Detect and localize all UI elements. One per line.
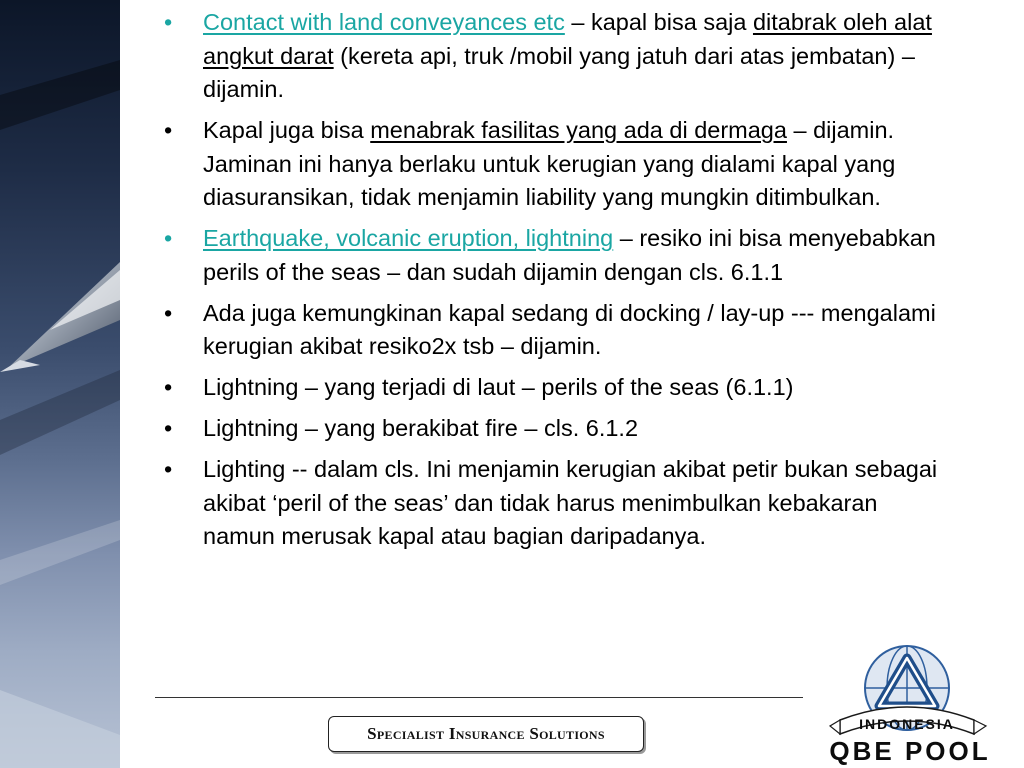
underlined-phrase: menabrak fasilitas yang ada di dermaga bbox=[370, 117, 787, 143]
bullet-item-land-conveyances bbox=[160, 6, 950, 107]
underlined-phrase: ditabrak oleh alat angkut darat bbox=[203, 9, 932, 69]
bullet-marker: • bbox=[164, 415, 173, 441]
bullet-item-lighting-clause bbox=[160, 453, 950, 554]
bullet-marker: • bbox=[164, 299, 173, 326]
globe-icon bbox=[822, 644, 998, 744]
bullet-text: (kereta api, truk /mobil yang jatuh dari atas jembatan) – dijamin. bbox=[203, 42, 915, 102]
bullet-item-lightning-fire bbox=[160, 412, 950, 446]
logo-wordmark: QBE POOL bbox=[829, 736, 991, 766]
qbe-pool-logo bbox=[822, 644, 998, 768]
bullet-marker: • bbox=[164, 117, 173, 143]
bullet-item-dermaga bbox=[160, 114, 950, 215]
link-contact-with-land-conveyances[interactable]: Contact with land conveyances etc bbox=[203, 9, 565, 35]
link-earthquake-volcanic-lightning[interactable]: Earthquake, volcanic eruption, lightning bbox=[203, 225, 614, 251]
logo-banner-text: INDONESIA bbox=[859, 716, 955, 732]
fountain-pen-nib-icon bbox=[0, 0, 120, 768]
footer-divider bbox=[155, 697, 803, 698]
bullet-text: Ada juga kemungkinan kapal sedang di docking / lay-up --- mengalami kerugian akibat resiko2x tsb – dijamin. bbox=[203, 299, 936, 359]
bullet-text: – resiko ini bisa menyebabkan perils of the seas – dan sudah dijamin dengan cls. 6.1.1 bbox=[203, 225, 936, 285]
bullet-item-earthquake bbox=[160, 222, 950, 289]
bullet-text: – dijamin. Jaminan ini hanya berlaku untuk kerugian yang dialami kapal yang diasuransikan, tidak menjamin liability yang mungkin ditimbulkan. bbox=[203, 117, 896, 210]
tagline-box: Specialist Insurance Solutions bbox=[328, 716, 644, 752]
bullet-text: Lightning – yang berakibat fire – cls. 6.1.2 bbox=[203, 415, 639, 441]
bullet-marker: • bbox=[164, 225, 173, 251]
bullet-list bbox=[160, 6, 950, 561]
bullet-text: Lighting -- dalam cls. Ini menjamin kerugian akibat petir bukan sebagai akibat ‘peril of the seas’ dan tidak harus menimbulkan kebakaran namun merusak kapal atau bagian daripadanya. bbox=[203, 456, 938, 549]
bullet-text: Kapal juga bisa bbox=[203, 117, 371, 143]
bullet-text: – kapal bisa saja bbox=[564, 9, 753, 35]
bullet-item-lightning-sea bbox=[160, 371, 950, 405]
bullet-text: Lightning – yang terjadi di laut – perils of the seas (6.1.1) bbox=[203, 374, 794, 400]
bullet-item-docking bbox=[160, 297, 950, 364]
decorative-pen-photo-strip bbox=[0, 0, 120, 768]
bullet-marker: • bbox=[164, 374, 173, 400]
bullet-marker: • bbox=[164, 9, 173, 35]
bullet-marker: • bbox=[164, 456, 173, 482]
